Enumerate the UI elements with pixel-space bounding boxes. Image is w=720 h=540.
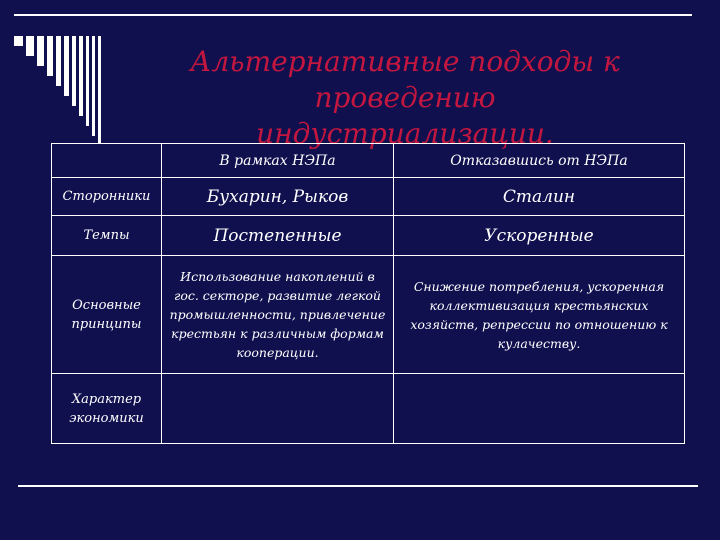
cell-economy-nep <box>162 374 394 444</box>
table-row <box>52 256 685 374</box>
table-row <box>52 178 685 216</box>
row-label-pace: Темпы <box>52 216 162 256</box>
title-line-2: проведению индустриализации. <box>256 81 554 150</box>
cell-pace-without-nep: Ускоренные <box>394 216 685 256</box>
bottom-rule <box>18 485 698 487</box>
slide-title <box>170 44 640 152</box>
comparison-table <box>51 143 685 444</box>
cell-principles-without-nep: Снижение потребления, ускоренная коллективизация крестьянских хозяйств, репрессии по отношению к кулачеству. <box>394 256 685 374</box>
table-row <box>52 216 685 256</box>
cell-pace-nep: Постепенные <box>162 216 394 256</box>
cell-supporters-nep: Бухарин, Рыков <box>162 178 394 216</box>
table-row <box>52 374 685 444</box>
row-label-principles: Основные принципы <box>52 256 162 374</box>
header-nep: В рамках НЭПа <box>162 144 394 178</box>
header-empty-cell <box>52 144 162 178</box>
top-rule <box>14 14 692 16</box>
row-label-economy: Характер экономики <box>52 374 162 444</box>
decorative-bars <box>14 36 124 146</box>
row-label-supporters: Сторонники <box>52 178 162 216</box>
cell-principles-nep: Использование накоплений в гос. секторе, развитие легкой промышленности, привлечение крестьян к различным формам кооперации. <box>162 256 394 374</box>
cell-economy-without-nep <box>394 374 685 444</box>
cell-supporters-without-nep: Сталин <box>394 178 685 216</box>
table-header-row <box>52 144 685 178</box>
title-line-1: Альтернативные подходы к <box>190 45 620 78</box>
header-without-nep: Отказавшись от НЭПа <box>394 144 685 178</box>
